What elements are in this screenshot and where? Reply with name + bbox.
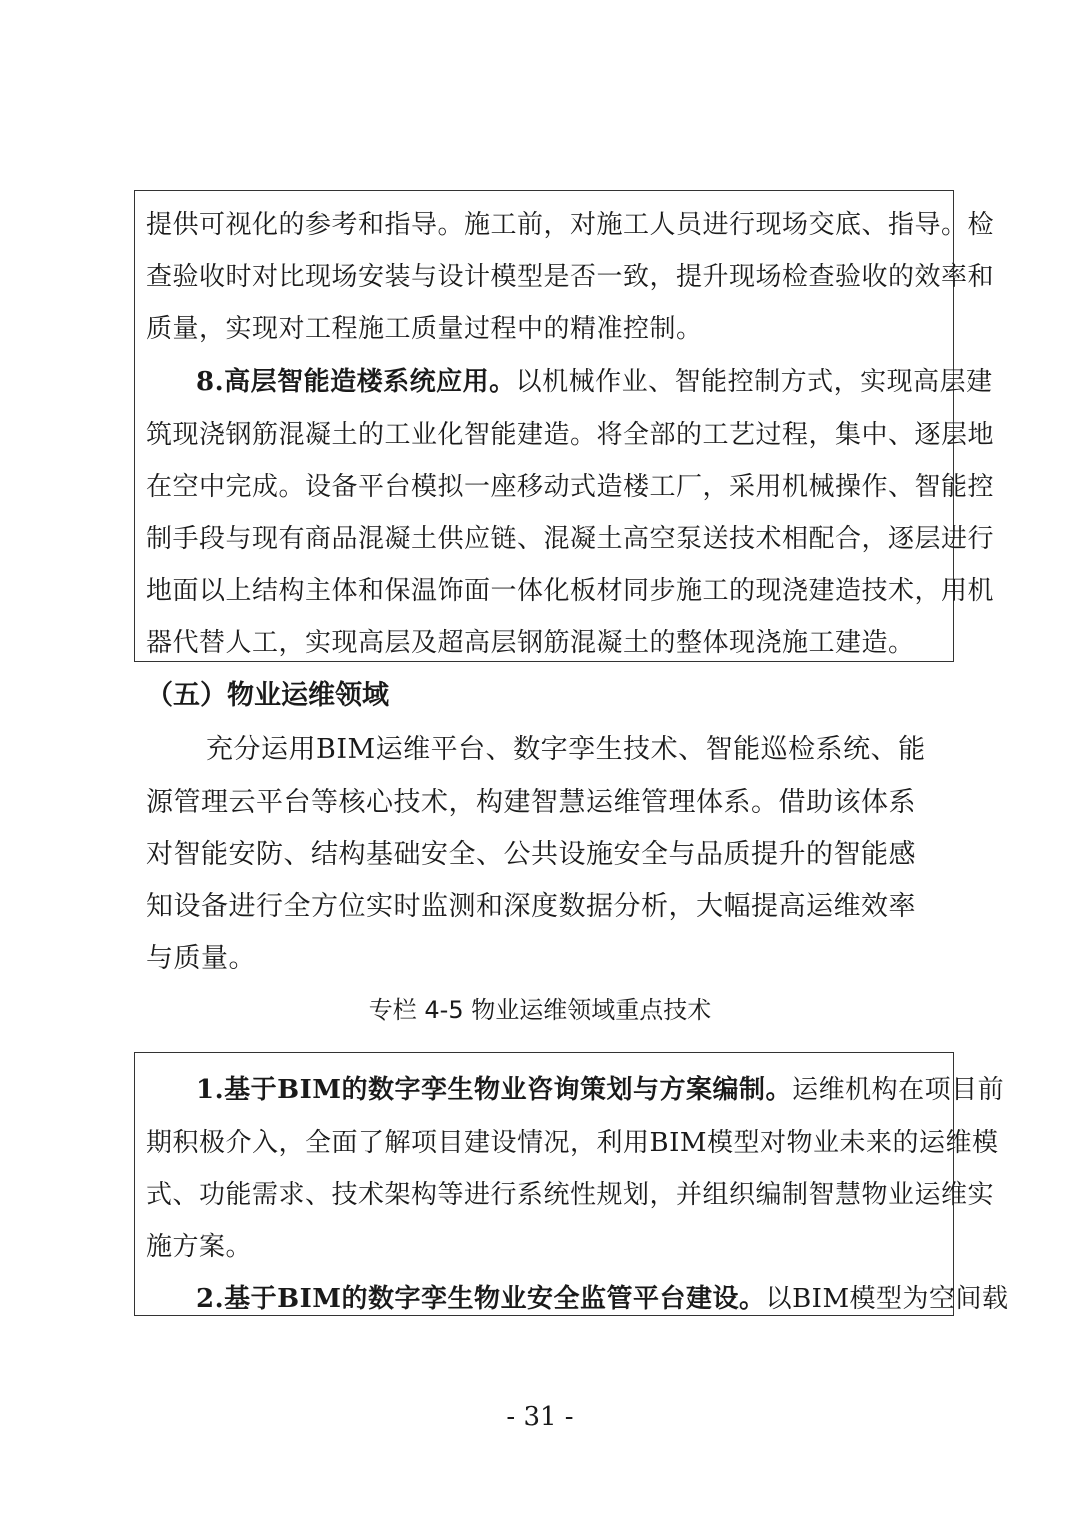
box2-line-4: 施方案。	[146, 1232, 253, 1262]
box1-line-8: 地面以上结构主体和保温饰面一体化板材同步施工的现浇建造技术，用机	[146, 576, 995, 606]
box1-line-6: 在空中完成。设备平台模拟一座移动式造楼工厂，采用机械操作、智能控	[146, 472, 995, 502]
item2-title: 2.基于BIM的数字孪生物业安全监管平台建设。	[196, 1284, 766, 1314]
item1-title: 1.基于BIM的数字孪生物业咨询策划与方案编制。	[196, 1075, 793, 1105]
box2-line-3: 式、功能需求、技术架构等进行系统性规划，并组织编制智慧物业运维实	[146, 1180, 995, 1210]
paragraph-line-2: 源管理云平台等核心技术，构建智慧运维管理体系。借助该体系	[146, 787, 916, 818]
box2-line-2: 期积极介入，全面了解项目建设情况，利用BIM模型对物业未来的运维模	[146, 1128, 999, 1158]
item2-text: 以BIM模型为空间载	[765, 1284, 1009, 1314]
box1-line-9: 器代替人工，实现高层及超高层钢筋混凝土的整体现浇施工建造。	[146, 628, 915, 658]
item1-text: 运维机构在项目前	[792, 1075, 1005, 1105]
paragraph-line-1: 充分运用BIM运维平台、数字孪生技术、智能巡检系统、能	[206, 734, 926, 765]
box1-line-1: 提供可视化的参考和指导。施工前，对施工人员进行现场交底、指导。检	[146, 210, 995, 240]
paragraph-line-5: 与质量。	[146, 943, 256, 974]
box2-item1	[196, 1073, 1004, 1107]
paragraph-line-3: 对智能安防、结构基础安全、公共设施安全与品质提升的智能感	[146, 839, 916, 870]
box2-item2	[196, 1282, 1009, 1316]
box1-line-7: 制手段与现有商品混凝土供应链、混凝土高空泵送技术相配合，逐层进行	[146, 524, 995, 554]
item8-text: 以机械作业、智能控制方式，实现高层建	[515, 367, 993, 397]
box1-line-5: 筑现浇钢筋混凝土的工业化智能建造。将全部的工艺过程，集中、逐层地	[146, 420, 995, 450]
item8-title: 8.高层智能造楼系统应用。	[196, 367, 516, 397]
box1-line-3: 质量，实现对工程施工质量过程中的精准控制。	[146, 314, 703, 344]
box1-item8	[196, 365, 993, 399]
page-number: - 31 -	[506, 1402, 574, 1432]
section-heading: （五）物业运维领域	[146, 680, 389, 711]
box1-line-2: 查验收时对比现场安装与设计模型是否一致，提升现场检查验收的效率和	[146, 262, 995, 292]
paragraph-line-4: 知设备进行全方位实时监测和深度数据分析，大幅提高运维效率	[146, 891, 916, 922]
table-caption: 专栏 4-5 物业运维领域重点技术	[368, 996, 712, 1024]
